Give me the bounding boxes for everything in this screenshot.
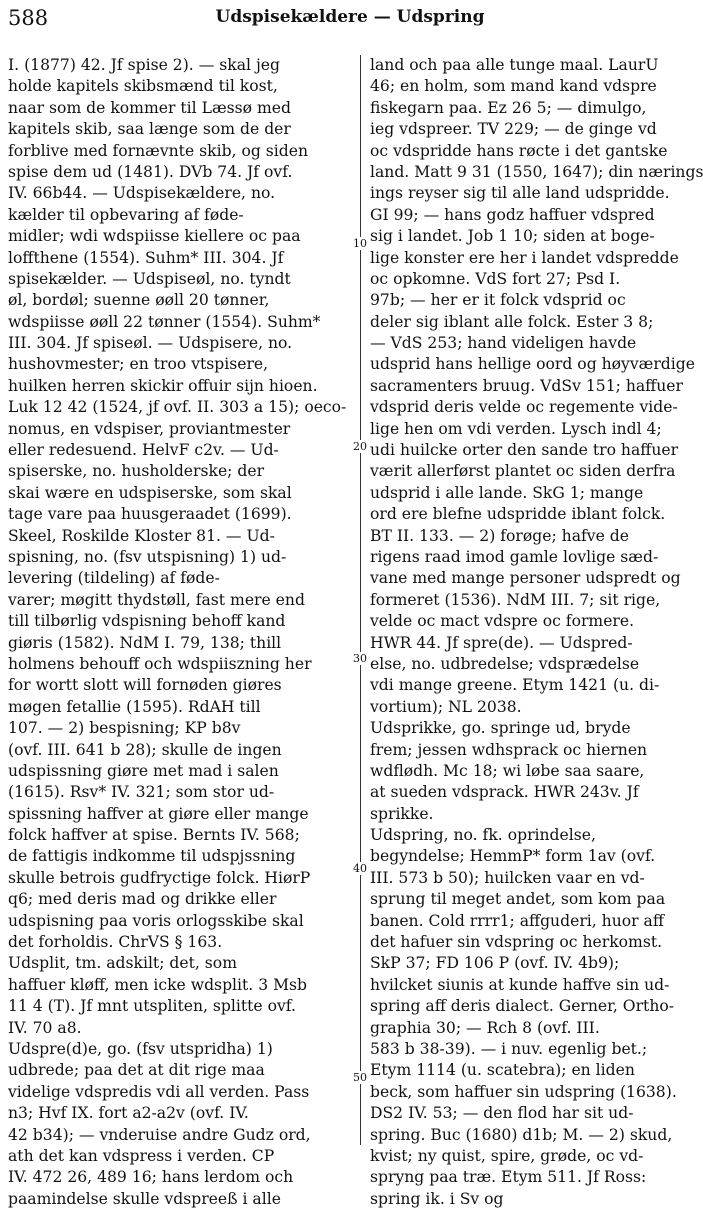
text-line: Udsplit, tm. adskilt; det, som [8,954,237,973]
text-line: land och paa alle tunge maal. LaurU [370,56,659,74]
text-line: Skeel, Roskilde Kloster 81. — Ud- [8,526,275,545]
text-line: spisning, no. (fsv utspisning) 1) ud- [8,547,287,566]
text-line: I. (1877) 42. Jf spise 2). — skal jeg [8,56,280,74]
text-line: nomus, en vdspiser, proviantmester [8,419,291,438]
text-line: Udspring, no. fk. oprindelse, [370,826,596,845]
text-line: ath det kan vdspress i verden. CP [8,1146,275,1165]
text-line: (ovf. III. 641 b 28); skulle de ingen [8,740,282,759]
text-line: spissning haffver at giøre eller mange [8,804,309,823]
text-line: spring ik. i Sv og [370,1189,504,1208]
text-line: for wortt slott will fornøden giøres [8,676,282,695]
text-line: værit allerførst plantet oc siden derfra [370,462,676,481]
text-line: wdflødh. Mc 18; wi løbe saa saare, [370,761,645,780]
text-line: Udspre(d)e, go. (fsv utspridha) 1) [8,1039,273,1058]
text-line: huilken herren skickir offuir sijn hioen. [8,376,318,395]
page-number: 588 [8,6,49,30]
text-line: skulle betrois gudfryctige folck. HiørP [8,868,311,887]
text-line: DS2 IV. 53; — den flod har sit ud- [370,1104,634,1123]
text-line: spise dem ud (1481). DVb 74. Jf ovf. [8,162,293,181]
text-line: SkP 37; FD 106 P (ovf. IV. 4b9); [370,954,620,973]
text-line: tage vare paa huusgeraadet (1699). [8,505,292,524]
text-line: III. 573 b 50); huilcken vaar en vd- [370,868,645,887]
right-column [370,55,703,1208]
text-line: till tilbørlig vdspisning behoff kand [8,612,286,631]
text-line: ings reyser sig til alle land udspridde. [370,184,670,203]
text-line: hushovmester; en troo vtspisere, [8,355,269,374]
text-line: vane med mange personer udspredt og [370,569,681,588]
text-line: sacramenters bruug. VdSv 151; haffuer [370,376,683,395]
text-line: lige hen om vdi verden. Lysch indl 4; [370,419,662,438]
text-line: beck, som haffuer sin udspring (1638). [370,1082,677,1101]
text-line: ord ere blefne udspridde iblant folck. [370,505,666,524]
text-line: land. Matt 9 31 (1550, 1647); din nærings [370,162,703,181]
text-line: 107. — 2) bespisning; KP b8v [8,719,241,738]
text-line: de fattigis indkomme til udspjssning [8,847,296,866]
text-line: 46; en holm, som mand kand vdspre [370,77,657,96]
text-line: naar som de kommer til Læssø med [8,98,291,117]
text-line: IV. 70 a8. [8,1018,82,1037]
text-line: kælder til opbevaring af føde- [8,205,244,224]
text-line: begyndelse; HemmP* form 1av (ovf. [370,847,656,866]
text-line: vdsprid deris velde oc regemente vide- [370,398,678,417]
text-line: BT II. 133. — 2) forøge; hafve de [370,526,629,545]
text-line: oc opkomne. VdS fort 27; Psd I. [370,269,621,288]
text-line: 42 b34); — vnderuise andre Gudz ord, [8,1125,311,1144]
text-line: 583 b 38-39). — i nuv. egenlig bet.; [370,1039,648,1058]
text-line: spisekælder. — Udspiseøl, no. tyndt [8,269,291,288]
text-line: udspisning paa voris orlogsskibe skal [8,911,304,930]
text-line: hvilcket siunis at kunde haffve sin ud- [370,975,670,994]
text-line: haffuer kløff, men icke wdsplit. 3 Msb [8,975,308,994]
text-line: at sueden vdsprack. HWR 243v. Jf [370,783,639,802]
text-line: øl, bordøl; suenne øøll 20 tønner, [8,291,270,310]
line-number-20: 20 [353,440,367,453]
page-header [0,0,700,36]
text-line: Luk 12 42 (1524, jf ovf. II. 303 a 15); oeco- [8,398,347,417]
text-line: udbrede; paa det at dit rige maa [8,1061,265,1080]
text-line: det forholdis. ChrVS § 163. [8,933,223,952]
text-line: paamindelse skulle vdspreeß i alle [8,1189,281,1208]
text-line: velde oc mact vdspre oc formere. [370,612,635,631]
text-line: kvist; ny quist, spire, grøde, oc vd- [370,1146,644,1165]
text-line: spring aff deris dialect. Gerner, Ortho- [370,997,675,1016]
line-number-30: 30 [353,652,367,665]
text-line: Udsprikke, go. springe ud, bryde [370,719,631,738]
text-line: udsprid hans hellige oord og høyværdige [370,355,695,374]
text-line: skai wære en udspiserske, som skal [8,483,292,502]
text-line: sprung til meget andet, som kom paa [370,890,666,909]
text-line: (1615). Rsv* IV. 321; som stor ud- [8,783,275,802]
text-line: n3; Hvf IX. fort a2-a2v (ovf. IV. [8,1104,249,1123]
text-line: GI 99; — hans godz haffuer vdspred [370,205,655,224]
text-line: vdi mange greene. Etym 1421 (u. di- [370,676,660,695]
text-line: varer; møgitt thydstøll, fast mere end [8,590,305,609]
text-line: holmens behouff och wdspiiszning her [8,654,312,673]
text-line: forblive med fornævnte skib, og siden [8,141,309,160]
text-line: IV. 472 26, 489 16; hans lerdom och [8,1168,294,1187]
left-column [8,55,354,1208]
text-line: sig i landet. Job 1 10; siden at boge- [370,227,655,246]
text-line: IV. 66b44. — Udspisekældere, no. [8,184,276,203]
text-line: ieg vdspreer. TV 229; — de ginge vd [370,120,657,139]
text-line: levering (tildeling) af føde- [8,569,220,588]
text-line: spryng paa træ. Etym 511. Jf Ross: [370,1168,647,1187]
line-number-10: 10 [353,237,367,250]
text-line: lige konster ere her i landet vdspredde [370,248,679,267]
text-line: loffthene (1554). Suhm* III. 304. Jf [8,248,284,267]
text-line: rigens raad imod gamle lovlige sæd- [370,547,659,566]
text-line: vortium); NL 2038. [370,697,522,716]
text-line: spring. Buc (1680) d1b; M. — 2) skud, [370,1125,673,1144]
text-line: giøris (1582). NdM I. 79, 138; thill [8,633,282,652]
text-line: fiskegarn paa. Ez 26 5; — dimulgo, [370,98,647,117]
text-line: folck haffver at spise. Bernts IV. 568; [8,826,300,845]
text-line: oc vdspridde hans røcte i det gantske [370,141,668,160]
line-number-40: 40 [353,862,367,875]
text-line: frem; jessen wdhsprack oc hiernen [370,740,648,759]
text-line: møgen fetallie (1595). RdAH till [8,697,261,716]
text-line: det hafuer sin vdspring oc herkomst. [370,933,663,952]
text-line: wdspiisse øøll 22 tønner (1554). Suhm* [8,312,321,331]
text-line: videlige vdspredis vdi all verden. Pass [8,1082,310,1101]
text-line: HWR 44. Jf spre(de). — Udspred- [370,633,633,652]
text-line: q6; med deris mad og drikke eller [8,890,277,909]
column-divider [360,55,361,1145]
text-line: udsprid i alle lande. SkG 1; mange [370,483,644,502]
text-line: midler; wdi wdspiisse kiellere oc paa [8,227,301,246]
text-line: kapitels skib, saa længe som de der [8,120,291,139]
text-line: sprikke. [370,804,434,823]
text-line: graphia 30; — Rch 8 (ovf. III. [370,1018,600,1037]
text-line: formeret (1536). NdM III. 7; sit rige, [370,590,661,609]
text-line: — VdS 253; hand videligen havde [370,334,637,353]
text-line: 97b; — her er it folck vdsprid oc [370,291,626,310]
text-line: Etym 1114 (u. scatebra); en liden [370,1061,635,1080]
text-line: banen. Cold rrrr1; affguderi, huor aff [370,911,664,930]
text-line: eller redesuend. HelvF c2v. — Ud- [8,441,279,460]
text-line: deler sig iblant alle folck. Ester 3 8; [370,312,654,331]
text-line: else, no. udbredelse; vdsprædelse [370,654,640,673]
line-number-50: 50 [353,1071,367,1084]
text-line: udi huilcke orter den sande tro haffuer [370,441,679,460]
text-line: holde kapitels skibsmænd til kost, [8,77,278,96]
text-line: III. 304. Jf spiseøl. — Udspisere, no. [8,334,293,353]
running-head: Udspisekældere — Udspring [215,7,485,27]
text-line: 11 4 (T). Jf mnt utspliten, splitte ovf. [8,997,296,1016]
text-line: udspissning giøre met mad i salen [8,761,279,780]
text-line: spiserske, no. husholderske; der [8,462,265,481]
